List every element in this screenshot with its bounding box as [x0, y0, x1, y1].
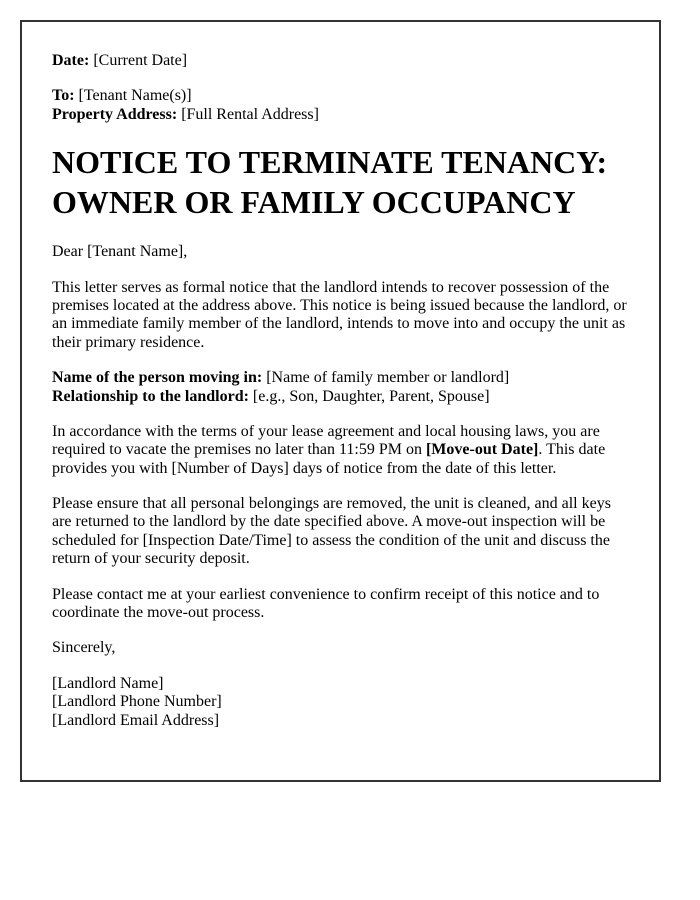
- intro-paragraph: This letter serves as formal notice that the landlord intends to recover possession of the premises located at the address above. This notice is being issued because the landlord, or an immediate family member of the landlord, intends to move into and occupy the unit as their primary residence.: [52, 278, 627, 351]
- vacate-text-post: . This date provides you with [Number of Days] days of notice from the date of this letter.: [52, 441, 606, 477]
- salutation: Dear [Tenant Name],: [52, 243, 188, 261]
- date-label: Date:: [52, 52, 90, 69]
- letter-title: NOTICE TO TERMINATE TENANCY: OWNER OR FAMILY OCCUPANCY: [52, 144, 608, 221]
- to-label: To:: [52, 87, 75, 105]
- property-address-line: [52, 106, 629, 124]
- person-moving-label: Name of the person moving in:: [52, 369, 263, 387]
- relationship-line: [52, 388, 629, 406]
- vacate-text-pre: In accordance with the terms of your lease agreement and local housing laws, you are required to vacate the premises no later than 11:59 PM on: [52, 422, 600, 459]
- signature-name: [Landlord Name]: [52, 674, 164, 692]
- move-out-date: [Move-out Date]: [425, 441, 539, 459]
- relationship-label: Relationship to the landlord:: [52, 387, 249, 405]
- contact-paragraph: Please contact me at your earliest convenience to confirm receipt of this notice and to coordinate the move-out process.: [52, 585, 600, 622]
- person-moving-line: [52, 369, 629, 387]
- property-address-value: [Full Rental Address]: [177, 105, 319, 123]
- signature-phone: [Landlord Phone Number]: [52, 693, 222, 711]
- recipient-block: [52, 87, 629, 124]
- to-value: [Tenant Name(s)]: [74, 87, 192, 105]
- vacate-paragraph: [52, 423, 629, 478]
- to-line: [52, 87, 629, 105]
- inspection-paragraph: Please ensure that all personal belongings are removed, the unit is cleaned, and all keys are returned to the landlord by the date specified above. A move-out inspection will be scheduled for [Inspection Date/Time] to assess the condition of the unit and discuss the return of your security deposit.: [52, 495, 611, 568]
- signature-block: [52, 675, 629, 730]
- relationship-value: [e.g., Son, Daughter, Parent, Spouse]: [248, 387, 490, 405]
- signature-email: [Landlord Email Address]: [52, 711, 220, 729]
- document-page: [20, 20, 661, 782]
- property-address-label: Property Address:: [52, 105, 178, 123]
- date-line: [52, 52, 629, 70]
- person-moving-value: [Name of family member or landlord]: [262, 369, 510, 387]
- closing: Sincerely,: [52, 639, 116, 657]
- date-value: [Current Date]: [89, 52, 188, 69]
- occupant-block: [52, 369, 629, 406]
